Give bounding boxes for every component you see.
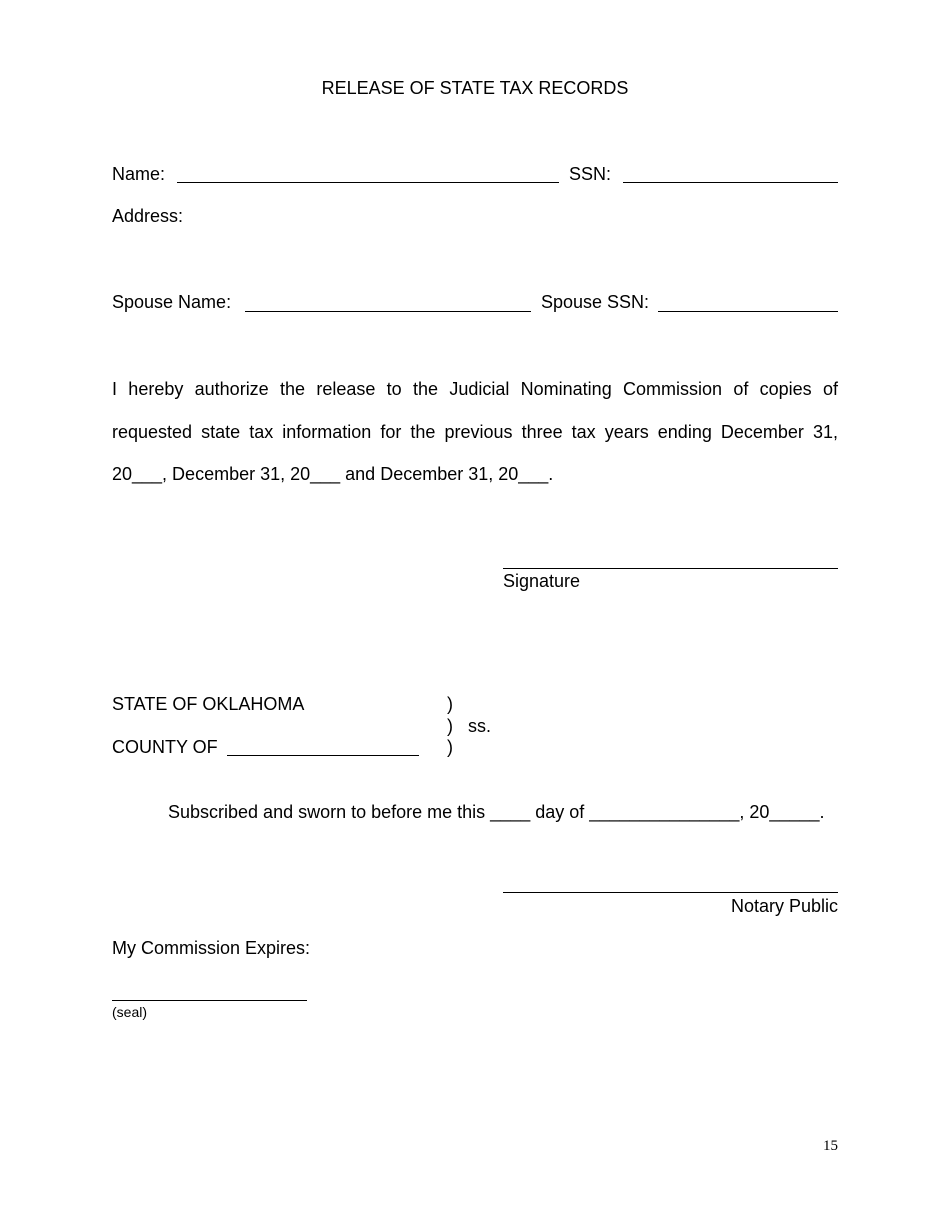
venue-paren-3: ) — [447, 737, 453, 757]
county-label: COUNTY OF — [112, 737, 218, 757]
ssn-label: SSN: — [569, 164, 612, 184]
ssn-field[interactable] — [623, 182, 838, 183]
notary-signature-line[interactable] — [503, 892, 838, 893]
seal-label: (seal) — [112, 1004, 148, 1020]
commission-expiry-field[interactable] — [112, 1000, 307, 1001]
commission-label: My Commission Expires: — [112, 938, 311, 958]
spouse-name-field[interactable] — [245, 311, 531, 312]
venue-paren-2: ) — [447, 716, 453, 736]
jurat-text: Subscribed and sworn to before me this ____ day of _______________, 20_____. — [168, 802, 825, 822]
state-label: STATE OF OKLAHOMA — [112, 694, 305, 714]
page-number: 15 — [823, 1138, 838, 1154]
notary-label: Notary Public — [730, 896, 838, 916]
name-field[interactable] — [177, 182, 559, 183]
signature-line[interactable] — [503, 568, 838, 569]
name-label: Name: — [112, 164, 166, 184]
spouse-ssn-label: Spouse SSN: — [541, 292, 650, 312]
ss-label: ss. — [468, 716, 492, 736]
address-label: Address: — [112, 206, 184, 226]
spouse-name-label: Spouse Name: — [112, 292, 232, 312]
county-field[interactable] — [227, 755, 419, 756]
venue-paren-1: ) — [447, 694, 453, 714]
authorization-text: I hereby authorize the release to the Judicial Nominating Commission of copies of requested state tax information for the previous three tax years ending December 31, 20___, December 31, 20___ and December 31, 20___. — [112, 379, 838, 484]
spouse-ssn-field[interactable] — [658, 311, 838, 312]
signature-label: Signature — [503, 571, 581, 591]
page-title: RELEASE OF STATE TAX RECORDS — [321, 78, 629, 98]
